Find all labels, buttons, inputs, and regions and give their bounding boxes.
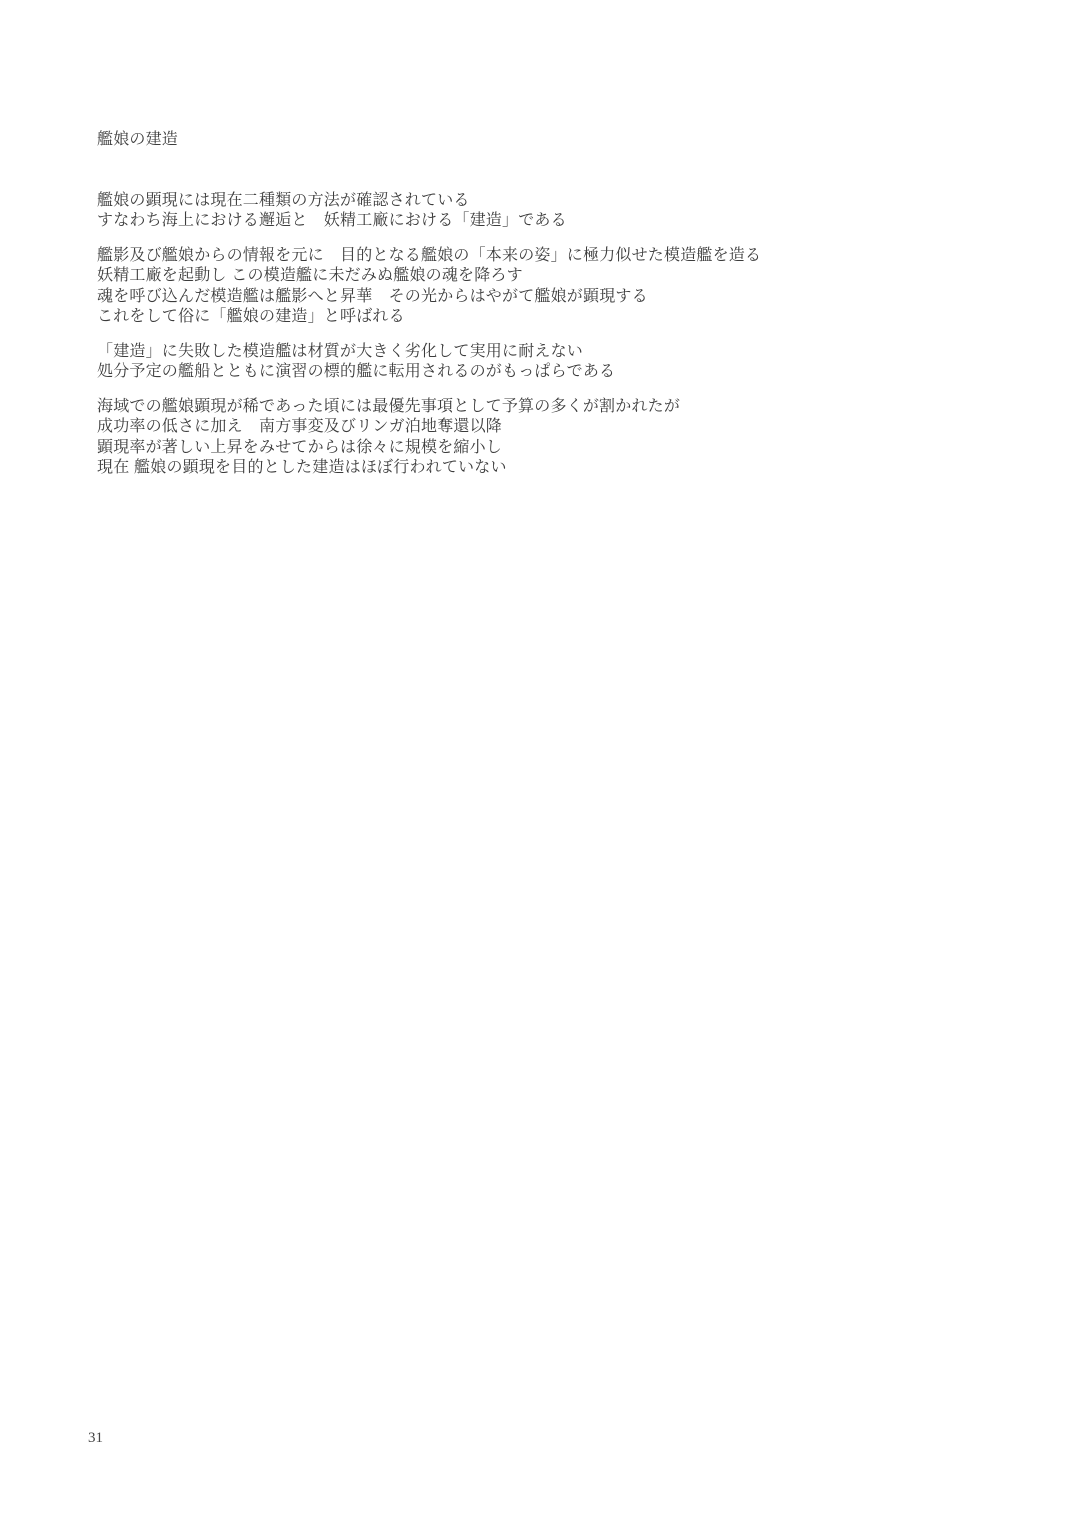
paragraph-2 bbox=[97, 246, 1040, 328]
text-line: 魂を呼び込んだ模造艦は艦影へと昇華 その光からはやがて艦娘が顕現する bbox=[97, 287, 648, 305]
text-line: すなわち海上における邂逅と 妖精工廠における「建造」である bbox=[97, 212, 567, 229]
text-line: 妖精工廠を起動し この模造艦に未だみぬ艦娘の魂を降ろす bbox=[97, 267, 523, 284]
text-line: 顕現率が著しい上昇をみせてからは徐々に規模を縮小し bbox=[97, 438, 503, 456]
page-title: 艦娘の建造 bbox=[97, 131, 179, 148]
paragraph-3 bbox=[97, 342, 1040, 383]
text-line: 艦娘の顕現には現在二種類の方法が確認されている bbox=[97, 191, 470, 209]
page-number: 31 bbox=[88, 1430, 103, 1446]
paragraph-4 bbox=[97, 397, 1040, 479]
text-line: 現在 艦娘の顕現を目的とした建造はほぼ行われていない bbox=[97, 459, 507, 476]
text-line: 海域での艦娘顕現が稀であった頃には最優先事項として予算の多くが割かれたが bbox=[97, 397, 681, 415]
text-line: 「建造」に失敗した模造艦は材質が大きく劣化して実用に耐えない bbox=[97, 342, 584, 360]
text-line: 処分予定の艦船とともに演習の標的艦に転用されるのがもっぱらである bbox=[97, 363, 616, 380]
text-line: これをして俗に「艦娘の建造」と呼ばれる bbox=[97, 308, 405, 325]
text-line: 成功率の低さに加え 南方事変及びリンガ泊地奪還以降 bbox=[97, 418, 503, 435]
paragraph-1 bbox=[97, 191, 1040, 232]
text-line: 艦影及び艦娘からの情報を元に 目的となる艦娘の「本来の姿」に極力似せた模造艦を造る bbox=[97, 246, 762, 264]
text-content bbox=[97, 130, 1040, 493]
